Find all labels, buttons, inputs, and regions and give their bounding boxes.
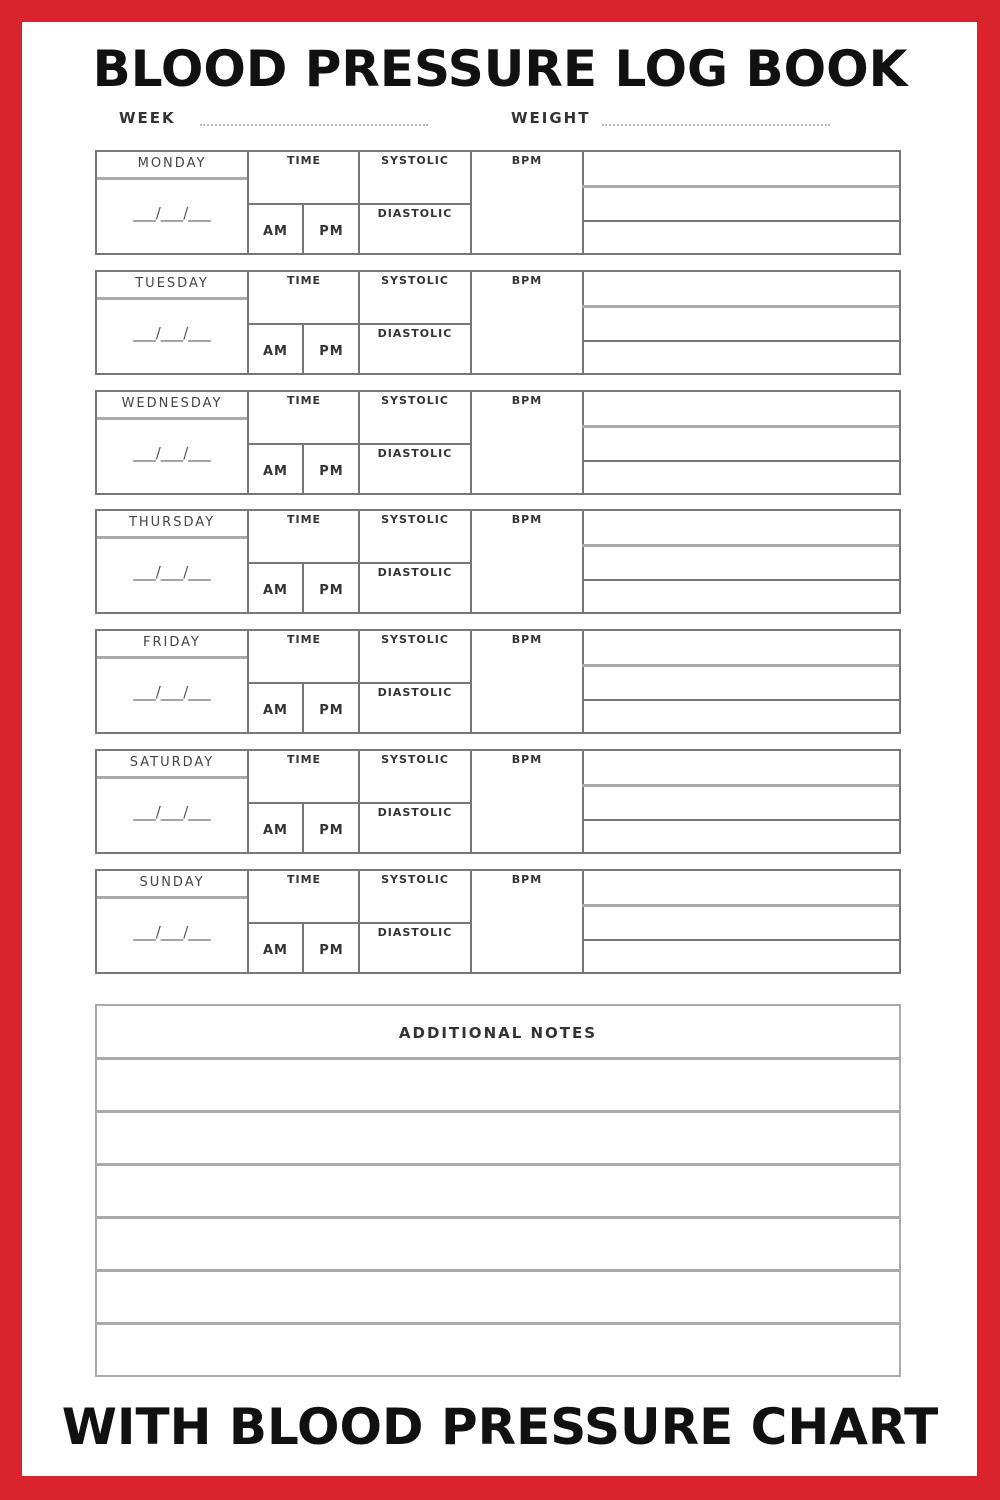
note-line	[582, 904, 899, 907]
week-field[interactable]	[200, 124, 428, 126]
date-field[interactable]: ___/___/___	[133, 444, 211, 462]
pm-option[interactable]: PM	[319, 464, 344, 479]
date-field[interactable]: ___/___/___	[133, 204, 211, 222]
day-block-saturday	[95, 749, 901, 854]
divider	[582, 871, 584, 972]
systolic-label: SYSTOLIC	[381, 274, 449, 287]
divider	[470, 272, 472, 373]
time-label: TIME	[286, 633, 322, 646]
time-label: TIME	[286, 873, 322, 886]
diastolic-label: DIASTOLIC	[377, 686, 453, 699]
am-option[interactable]: AM	[263, 344, 288, 359]
systolic-label: SYSTOLIC	[381, 873, 449, 886]
systolic-label: SYSTOLIC	[381, 154, 449, 167]
pm-option[interactable]: PM	[319, 224, 344, 239]
day-block-thursday	[95, 509, 901, 614]
note-line	[582, 579, 899, 581]
divider	[97, 536, 247, 539]
divider	[358, 272, 360, 373]
pm-option[interactable]: PM	[319, 943, 344, 958]
divider	[358, 751, 360, 852]
note-line	[582, 784, 899, 787]
notes-line[interactable]	[97, 1269, 899, 1272]
day-name: TUESDAY	[135, 276, 209, 291]
notes-line[interactable]	[97, 1322, 899, 1325]
pm-option[interactable]: PM	[319, 583, 344, 598]
divider	[97, 896, 247, 899]
divider	[470, 871, 472, 972]
divider	[582, 152, 584, 253]
diastolic-label: DIASTOLIC	[377, 566, 453, 579]
weight-field[interactable]	[602, 124, 830, 126]
divider	[582, 631, 584, 732]
additional-notes-box	[95, 1004, 901, 1377]
pm-option[interactable]: PM	[319, 344, 344, 359]
divider	[582, 272, 584, 373]
am-option[interactable]: AM	[263, 943, 288, 958]
divider	[582, 392, 584, 493]
day-name: MONDAY	[137, 156, 207, 171]
note-line	[582, 220, 899, 222]
day-name: SUNDAY	[139, 875, 205, 890]
book-subtitle: WITH BLOOD PRESSURE CHART	[61, 1398, 939, 1456]
divider	[470, 511, 472, 612]
note-line	[582, 699, 899, 701]
divider	[582, 751, 584, 852]
divider	[358, 511, 360, 612]
bpm-label: BPM	[511, 154, 543, 167]
divider	[97, 417, 247, 420]
day-block-tuesday	[95, 270, 901, 375]
day-name: FRIDAY	[143, 635, 201, 650]
divider	[358, 871, 360, 972]
notes-line[interactable]	[97, 1163, 899, 1166]
am-option[interactable]: AM	[263, 823, 288, 838]
bpm-label: BPM	[511, 633, 543, 646]
divider	[470, 152, 472, 253]
diastolic-label: DIASTOLIC	[377, 447, 453, 460]
note-line	[582, 425, 899, 428]
diastolic-label: DIASTOLIC	[377, 207, 453, 220]
day-block-friday	[95, 629, 901, 734]
am-option[interactable]: AM	[263, 583, 288, 598]
date-field[interactable]: ___/___/___	[133, 923, 211, 941]
time-label: TIME	[286, 513, 322, 526]
bpm-label: BPM	[511, 394, 543, 407]
note-line	[582, 340, 899, 342]
bpm-label: BPM	[511, 274, 543, 287]
time-label: TIME	[286, 394, 322, 407]
systolic-label: SYSTOLIC	[381, 394, 449, 407]
divider	[470, 631, 472, 732]
date-field[interactable]: ___/___/___	[133, 803, 211, 821]
day-name: WEDNESDAY	[121, 396, 223, 411]
divider	[97, 656, 247, 659]
time-label: TIME	[286, 154, 322, 167]
note-line	[582, 544, 899, 547]
notes-line[interactable]	[97, 1216, 899, 1219]
notes-title: ADDITIONAL NOTES	[398, 1024, 598, 1042]
bpm-label: BPM	[511, 753, 543, 766]
am-option[interactable]: AM	[263, 464, 288, 479]
bpm-label: BPM	[511, 873, 543, 886]
divider	[358, 152, 360, 253]
systolic-label: SYSTOLIC	[381, 633, 449, 646]
note-line	[582, 185, 899, 188]
note-line	[582, 664, 899, 667]
day-name: THURSDAY	[128, 515, 216, 530]
pm-option[interactable]: PM	[319, 703, 344, 718]
divider	[97, 776, 247, 779]
divider	[97, 297, 247, 300]
note-line	[582, 305, 899, 308]
diastolic-label: DIASTOLIC	[377, 806, 453, 819]
systolic-label: SYSTOLIC	[381, 753, 449, 766]
diastolic-label: DIASTOLIC	[377, 926, 453, 939]
day-name: SATURDAY	[129, 755, 215, 770]
day-block-sunday	[95, 869, 901, 974]
notes-line[interactable]	[97, 1057, 899, 1060]
date-field[interactable]: ___/___/___	[133, 683, 211, 701]
date-field[interactable]: ___/___/___	[133, 563, 211, 581]
day-block-monday	[95, 150, 901, 255]
notes-line[interactable]	[97, 1110, 899, 1113]
am-option[interactable]: AM	[263, 703, 288, 718]
divider	[358, 392, 360, 493]
note-line	[582, 939, 899, 941]
divider	[582, 511, 584, 612]
time-label: TIME	[286, 753, 322, 766]
pm-option[interactable]: PM	[319, 823, 344, 838]
date-field[interactable]: ___/___/___	[133, 324, 211, 342]
divider	[470, 392, 472, 493]
book-title: BLOOD PRESSURE LOG BOOK	[92, 40, 908, 98]
week-label: WEEK	[119, 109, 176, 127]
divider	[358, 631, 360, 732]
note-line	[582, 460, 899, 462]
divider	[470, 751, 472, 852]
time-label: TIME	[286, 274, 322, 287]
bpm-label: BPM	[511, 513, 543, 526]
note-line	[582, 819, 899, 821]
weight-label: WEIGHT	[511, 109, 591, 127]
am-option[interactable]: AM	[263, 224, 288, 239]
day-block-wednesday	[95, 390, 901, 495]
diastolic-label: DIASTOLIC	[377, 327, 453, 340]
systolic-label: SYSTOLIC	[381, 513, 449, 526]
divider	[97, 177, 247, 180]
